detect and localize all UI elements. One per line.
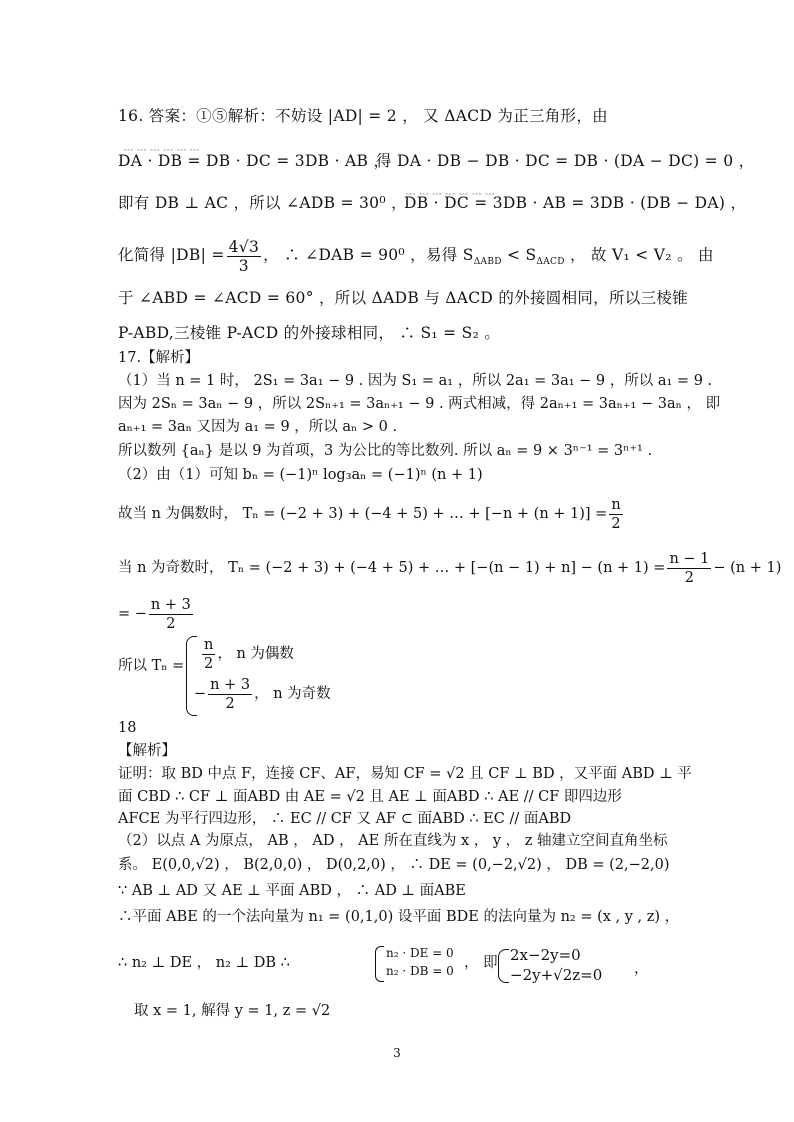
q17-case-even: $\frac{n}{2}$ ， n 为偶数 xyxy=(204,636,294,672)
system-brace xyxy=(375,946,384,982)
q18-line-6: ∵ AB ⊥ AD 又 AE ⊥ 平面 ABD ， ∴ AD ⊥ 面ABE xyxy=(118,883,466,899)
q17-line-6: 故当 n 为偶数时， Tₙ = (−2 + 3) + (−4 + 5) + … + [−n + (n + 1)] = $\frac{n}{2}$ xyxy=(118,496,621,532)
q16-line-2b: 得 DA · DB − DB · DC = DB · (DA − DC) = 0 ， xyxy=(376,152,755,170)
vector-arrow-marks: ꞈꞈꞈ ꞈꞈꞈ ꞈꞈꞈ ꞈꞈꞈ ꞈꞈꞈ ꞈꞈꞈ xyxy=(124,143,201,151)
page-number: 3 xyxy=(393,1046,401,1060)
q18-system-1-eq1: n₂ · DE = 0 xyxy=(386,946,454,960)
q18-line-3: AFCE 为平行四边形， ∴ EC // CF 又 AF ⊂ 面ABD ∴ EC // 面ABD xyxy=(118,811,572,827)
q18-system-2-eq1: 2x−2y=0 xyxy=(510,946,581,964)
q18-system-1-eq2: n₂ · DB = 0 xyxy=(386,964,454,978)
q17-case-odd: − $\frac{n + 3}{2}$ ， n 为奇数 xyxy=(194,676,331,712)
q18-number: 18 xyxy=(118,720,137,736)
vector-arrow-marks: ꞈꞈꞈ ꞈꞈꞈ ꞈꞈꞈ ꞈꞈꞈ ꞈꞈꞈ ꞈꞈꞈ ꞈꞈꞈ xyxy=(406,187,496,195)
q16-line-3a: 即有 DB ⊥ AC ，所以 ∠ADB = 30⁰ ， xyxy=(118,194,407,212)
q18-line-9: 取 x = 1, 解得 y = 1, z = √2 xyxy=(134,1003,331,1019)
q16-line-5: 于 ∠ABD = ∠ACD = 60° ，所以 ΔADB 与 ΔACD 的外接圆相同，所以三棱锥 xyxy=(118,289,688,307)
fraction: $\frac{n}{2}$ xyxy=(611,496,621,532)
q17-line-5: （2）由（1）可知 bₙ = (−1)ⁿ log₃aₙ = (−1)ⁿ (n + 1) xyxy=(118,467,483,483)
q17-line-2: 因为 2Sₙ = 3aₙ − 9 ，所以 2Sₙ₊₁ = 3aₙ₊₁ − 9 . 两式相减，得 2aₙ₊₁ = 3aₙ₊₁ − 3aₙ ， 即 xyxy=(118,396,721,412)
q16-simplify-text: 化简得 |DB| = xyxy=(118,246,225,264)
q18-system-2-eq2: −2y+√2z=0 xyxy=(510,966,603,984)
q17-line-4: 所以数列 {aₙ} 是以 9 为首项，3 为公比的等比数列. 所以 aₙ = 9 × 3ⁿ⁻¹ = 3ⁿ⁺¹ . xyxy=(118,443,653,459)
q18-heading: 【解析】 xyxy=(118,743,176,759)
q18-line-8a: ∴ n₂ ⊥ DE ， n₂ ⊥ DB ∴ xyxy=(118,955,290,971)
q18-line-8c: ， xyxy=(634,961,649,977)
q17-heading: 17.【解析】 xyxy=(118,350,200,366)
fraction: $\frac{n + 3}{2}$ xyxy=(210,676,251,712)
q17-line-1: （1）当 n = 1 时， 2S₁ = 3a₁ − 9 . 因为 S₁ = a₁ ，所以 2a₁ = 3a₁ − 9 ，所以 a₁ = 9 . xyxy=(118,373,713,389)
q16-line-4: 化简得 |DB| = $\frac{4√3}{3}$ ， ∴ ∠DAB = 90⁰ ，易得 $S_{\Delta ABD} < S_{\Delta ACD}$ ， 故 V₁ < V₂ 。 由 xyxy=(118,237,714,275)
system-brace xyxy=(498,949,509,983)
fraction: $\frac{n - 1}{2}$ xyxy=(669,550,710,586)
q18-line-4: （2）以点 A 为原点， AB ， AD ， AE 所在直线为 x ， y ， z 轴建立空间直角坐标 xyxy=(118,833,668,849)
q18-line-8b: ， 即 xyxy=(464,955,498,971)
q18-line-2: 面 CBD ∴ CF ⊥ 面ABD 由 AE = √2 且 AE ⊥ 面ABD ∴ AE // CF 即四边形 xyxy=(118,789,622,805)
fraction: $\frac{4√3}{3}$ xyxy=(228,237,260,275)
q17-line-7: 当 n 为奇数时， Tₙ = (−2 + 3) + (−4 + 5) + … + [−(n − 1) + n] − (n + 1) = $\frac{n - 1}{2}$ − (n + 1) xyxy=(118,550,782,586)
q18-line-1: 证明：取 BD 中点 F，连接 CF、AF，易知 CF = √2 且 CF ⊥ BD ，又平面 ABD ⊥ 平 xyxy=(118,766,692,782)
q17-result-label: 所以 Tₙ = xyxy=(118,658,185,674)
q18-line-5: 系。 E(0,0,√2) ， B(2,0,0) ， D(0,2,0) ， ∴ DE = (0,−2,√2) ， DB = (2,−2,0) xyxy=(118,857,670,873)
q16-line-1: 16. 答案：①⑤解析：不妨设 |AD| = 2 ， 又 ΔACD 为正三角形，由 xyxy=(118,107,608,125)
q17-line-8: = − $\frac{n + 3}{2}$ xyxy=(118,596,191,632)
q16-line-2a: DA · DB = DB · DC = 3DB · AB ， xyxy=(118,152,390,170)
q16-line-6: P-ABD,三棱锥 P-ACD 的外接球相同， ∴ S₁ = S₂ 。 xyxy=(118,324,501,342)
fraction: $\frac{n}{2}$ xyxy=(204,636,214,672)
q18-line-7: ∴平面 ABE 的一个法向量为 n₁ = (0,1,0) 设平面 BDE 的法向量为 n₂ = (x , y , z) ， xyxy=(118,909,680,925)
q16-line-3b: DB · DC = 3DB · AB = 3DB · (DB − DA) ， xyxy=(404,194,747,212)
fraction: $\frac{n + 3}{2}$ xyxy=(150,596,191,632)
q17-line-3: aₙ₊₁ = 3aₙ 又因为 a₁ = 9 ，所以 aₙ > 0 . xyxy=(118,419,398,435)
